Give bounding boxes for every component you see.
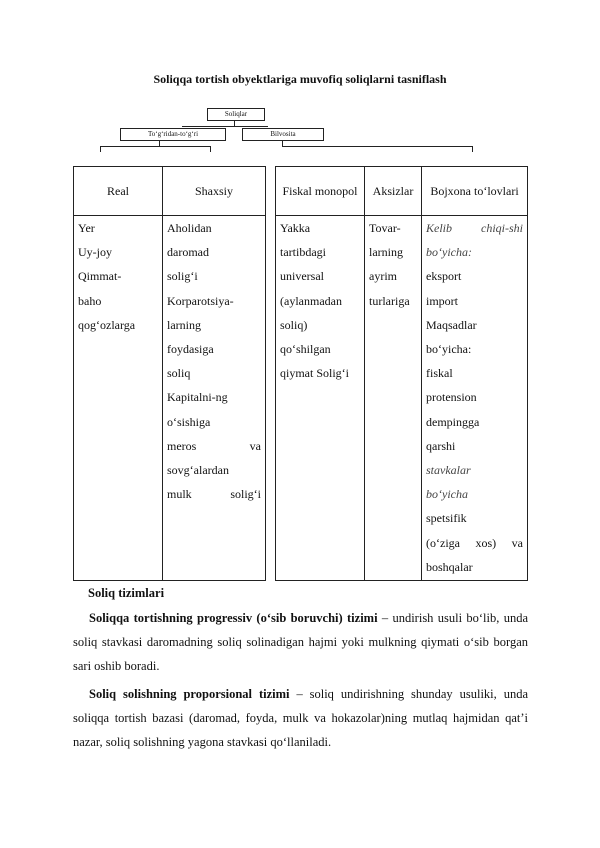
cell-line: dempingga (426, 414, 480, 429)
real-lines (78, 216, 158, 337)
cell-line: protension (426, 390, 477, 405)
cell-fiskal (276, 216, 365, 581)
bojxona-lines (426, 216, 523, 579)
header-fiskal (276, 167, 365, 216)
cell-line: bo‘yicha: (426, 245, 472, 260)
cell-line: soliq (167, 366, 191, 381)
term-progressive: Soliqqa tortishning progressiv (o‘sib boruvchi) tizimi (89, 611, 378, 625)
page-title: Soliqqa tortish obyektlariga muvofiq soliqlarni tasniflash (153, 72, 447, 86)
cell-line: stavkalar (426, 463, 471, 478)
diagram-left-branch-box: To‘g‘ridan-to‘g‘ri (120, 128, 226, 141)
cell-shaxsiy (163, 216, 266, 581)
cell-line: mulk solig‘i (167, 487, 261, 502)
cell-line: Kapitalni-ng (167, 390, 228, 405)
cell-line: Yakka (280, 221, 311, 235)
cell-line: qarshi (426, 438, 456, 453)
text-proportional: – soliq undirishning shunday usuliki, unda soliqqa tortish bazasi (daromad, foyda, mulk va hokazolar)ning mutlaq hajmidan qat’i nazar, soliq solishning yagona stavkasi qo‘llaniladi. (73, 687, 528, 749)
cell-line: Aholidan (167, 221, 212, 235)
diagram-root-box: Soliqlar (207, 108, 265, 121)
cell-line: bo‘yicha: (426, 342, 472, 357)
cell-line: Kelib chiqi-shi (426, 221, 523, 235)
cell-line: bo‘yicha (426, 487, 468, 502)
cell-line: (aylanmadan (280, 293, 342, 308)
cell-line: larning (167, 317, 201, 332)
cell-line: o‘sishiga (167, 414, 211, 429)
diagram-connector (282, 146, 472, 147)
section-heading: Soliq tizimlari (88, 586, 165, 600)
cell-line: boshqalar (426, 559, 473, 574)
cell-line: foydasiga (167, 342, 214, 357)
paragraph-proportional (73, 682, 528, 754)
cell-line: sovg‘alardan (167, 463, 229, 478)
cell-bojxona (422, 216, 528, 581)
cell-line: spetsifik (426, 511, 467, 526)
cell-aksiz (365, 216, 422, 581)
text-progressive: – undirish usuli bo‘lib, unda soliq stavkasi daromadning soliq solinadigan hajmi yoki mulkning qiymati o‘sib borgan sari oshib boradi. (73, 611, 528, 673)
cell-line: baho (78, 293, 102, 308)
cell-line: turlariga (369, 293, 410, 308)
cell-line: universal (280, 269, 324, 284)
cell-line: Qimmat- (78, 269, 122, 284)
cell-line: fiskal (426, 366, 453, 381)
diagram-connector (472, 146, 473, 152)
cell-line: larning (369, 245, 403, 260)
cell-line: qiymat Solig‘i (280, 366, 349, 381)
header-shaxsiy: Shaxsiy (163, 167, 266, 216)
cell-line: (o‘ziga xos) va (426, 535, 523, 550)
aksiz-lines (369, 216, 417, 313)
fiskal-lines (280, 216, 360, 385)
term-proportional: Soliq solishning proporsional tizimi (89, 687, 290, 701)
header-real: Real (74, 167, 163, 216)
header-aksiz: Aksizlar (365, 167, 422, 216)
diagram-connector (210, 146, 211, 152)
paragraph-progressive (73, 606, 528, 678)
cell-real (74, 216, 163, 581)
cell-line: qog‘ozlarga (78, 317, 136, 332)
cell-line: Tovar- (369, 221, 401, 235)
indirect-taxes-table (275, 166, 528, 581)
cell-line: Yer (78, 221, 95, 235)
cell-line: eksport (426, 269, 462, 284)
cell-line: soliq) (280, 317, 308, 332)
header-fiskal-text: Fiskal monopol (282, 184, 358, 198)
cell-line: solig‘i (167, 269, 198, 284)
cell-line: ayrim (369, 269, 397, 284)
shaxsiy-lines (167, 216, 261, 506)
cell-line: daromad (167, 245, 209, 260)
cell-line: tartibdagi (280, 245, 326, 260)
diagram-connector (182, 126, 268, 127)
diagram-right-branch-box: Bilvosita (242, 128, 324, 141)
diagram-connector (100, 146, 210, 147)
cell-line: Maqsadlar (426, 317, 477, 332)
cell-line: Korparotsiya- (167, 293, 234, 308)
cell-line: meros va (167, 438, 261, 453)
cell-line: Uy-joy (78, 245, 112, 260)
cell-line: qo‘shilgan (280, 342, 331, 357)
direct-taxes-table (73, 166, 266, 581)
header-bojxona: Bojxona to‘lovlari (422, 167, 528, 216)
diagram-connector (100, 146, 101, 152)
cell-line: import (426, 293, 458, 308)
